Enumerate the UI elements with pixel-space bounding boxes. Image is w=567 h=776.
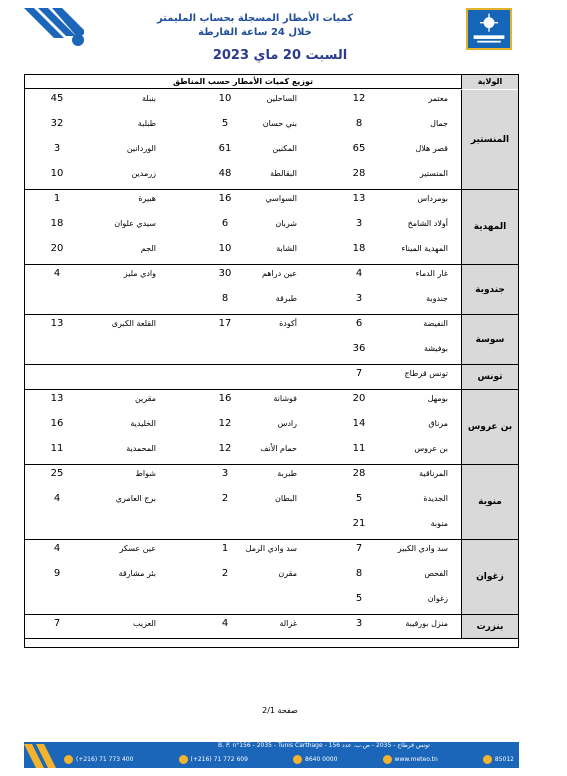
rainfall-value: 18 <box>352 243 366 254</box>
rainfall-value: 16 <box>50 418 64 429</box>
contact-text: (+216) 71 772 609 <box>190 755 248 763</box>
governorate-group <box>25 615 461 639</box>
station-name: وادي مليز <box>123 269 156 278</box>
station-name: المحمدية <box>126 444 156 453</box>
contact-text: 85012 <box>494 755 514 763</box>
station-name: قصر هلال <box>415 144 448 153</box>
rainfall-value: 9 <box>53 568 61 579</box>
station-name: مرناق <box>428 419 448 428</box>
rainfall-value: 14 <box>352 418 366 429</box>
rainfall-value: 20 <box>352 393 366 404</box>
station-name: سد وادي الرمل <box>245 544 297 553</box>
rainfall-value: 48 <box>218 168 232 179</box>
governorate-cell: تونس <box>461 365 518 390</box>
rainfall-value: 4 <box>53 543 61 554</box>
rainfall-value: 16 <box>218 393 232 404</box>
station-name: حمام الأنف <box>260 444 297 453</box>
rainfall-value: 8 <box>221 293 229 304</box>
contact-text: (+216) 71 773 400 <box>76 755 134 763</box>
governorate-group <box>25 315 461 365</box>
governorate-cell: بنزرت <box>461 615 518 639</box>
rainfall-value: 4 <box>53 268 61 279</box>
column-header-distribution: توزيع كميات الأمطار حسب المناطق <box>172 77 314 86</box>
governorate-cell: المنستير <box>461 90 518 190</box>
station-name: رادس <box>277 419 297 428</box>
rainfall-value: 17 <box>218 318 232 329</box>
rainfall-value: 6 <box>355 318 363 329</box>
report-title: كميات الأمطار المسجلة بحساب المليمتر <box>156 13 354 24</box>
footer-stripes-icon <box>24 740 60 768</box>
contact-item <box>64 753 133 765</box>
rainfall-value: 28 <box>352 168 366 179</box>
station-name: زغوان <box>427 594 448 603</box>
rainfall-value: 16 <box>218 193 232 204</box>
station-name: الجم <box>140 244 156 253</box>
station-name: عين دراهم <box>261 269 297 278</box>
rainfall-value: 3 <box>355 218 363 229</box>
governorate-cell: جندوبة <box>461 265 518 315</box>
station-name: تونس قرطاج <box>404 369 448 378</box>
rainfall-value: 21 <box>352 518 366 529</box>
rainfall-value: 12 <box>352 93 366 104</box>
station-name: مقرين <box>134 394 156 403</box>
rainfall-value: 12 <box>218 418 232 429</box>
governorate-group <box>25 540 461 615</box>
rainfall-value: 7 <box>53 618 61 629</box>
rainfall-value: 10 <box>50 168 64 179</box>
station-name: زرمدين <box>131 169 156 178</box>
station-name: مقرن <box>278 569 297 578</box>
contact-text: 8640 0000 <box>305 755 338 763</box>
rainfall-value: 5 <box>355 493 363 504</box>
table-header <box>25 75 518 89</box>
station-name: سد وادي الكبير <box>397 544 448 553</box>
contact-item <box>383 753 438 765</box>
governorate-group <box>25 465 461 540</box>
station-name: المكنين <box>272 144 297 153</box>
station-name: الفحص <box>424 569 448 578</box>
rainfall-value: 36 <box>352 343 366 354</box>
fax-icon <box>483 755 492 764</box>
station-name: البطان <box>275 494 297 503</box>
station-name: الوردانين <box>126 144 156 153</box>
rainfall-value: 32 <box>50 118 64 129</box>
column-header-governorate: الولاية <box>461 75 518 89</box>
station-name: غزالة <box>279 619 297 628</box>
station-name: فوشانة <box>273 394 297 403</box>
governorate-group <box>25 365 461 390</box>
phone-icon <box>293 755 302 764</box>
governorate-cell: منوبة <box>461 465 518 540</box>
rainfall-value: 25 <box>50 468 64 479</box>
rainfall-value: 8 <box>355 568 363 579</box>
station-name: بومرداس <box>417 194 448 203</box>
rainfall-value: 3 <box>221 468 229 479</box>
rainfall-value: 1 <box>53 193 61 204</box>
governorate-group <box>25 390 461 465</box>
rainfall-value: 18 <box>50 218 64 229</box>
rainfall-value: 10 <box>218 93 232 104</box>
station-name: النفيضة <box>423 319 448 328</box>
rainfall-value: 3 <box>355 293 363 304</box>
institute-logo <box>466 8 512 50</box>
station-name: برج العامري <box>115 494 156 503</box>
governorate-cell: سوسة <box>461 315 518 365</box>
station-name: شواط <box>135 469 156 478</box>
station-name: بن عروس <box>414 444 448 453</box>
contact-text: www.meteo.tn <box>394 755 438 763</box>
station-name: السواسي <box>265 194 297 203</box>
rainfall-value: 4 <box>221 618 229 629</box>
rainfall-value: 10 <box>218 243 232 254</box>
report-date: السبت 20 ماي 2023 <box>212 48 348 63</box>
rainfall-table <box>24 74 519 648</box>
rainfall-value: 13 <box>50 393 64 404</box>
station-name: غار الدماء <box>415 269 448 278</box>
rainfall-value: 4 <box>53 493 61 504</box>
contact-item <box>293 753 337 765</box>
station-name: شربان <box>275 219 297 228</box>
station-name: طبربة <box>277 469 297 478</box>
rainfall-value: 7 <box>355 368 363 379</box>
rainfall-value: 45 <box>50 93 64 104</box>
contact-item <box>483 753 514 765</box>
station-name: بني حسان <box>262 119 297 128</box>
rainfall-value: 20 <box>50 243 64 254</box>
footer-contacts <box>64 753 514 765</box>
station-name: المنستير <box>419 169 448 178</box>
rainfall-value: 2 <box>221 568 229 579</box>
station-name: جمال <box>430 119 448 128</box>
rainfall-value: 5 <box>221 118 229 129</box>
station-name: القلعة الكبرى <box>111 319 156 328</box>
station-name: عين عسكر <box>119 544 156 553</box>
station-name: الجديدة <box>423 494 448 503</box>
rainfall-value: 61 <box>218 143 232 154</box>
rainfall-value: 6 <box>221 218 229 229</box>
rainfall-value: 3 <box>355 618 363 629</box>
rainfall-value: 2 <box>221 493 229 504</box>
rainfall-value: 13 <box>352 193 366 204</box>
station-name: جندوبة <box>426 294 448 303</box>
rainfall-value: 11 <box>352 443 366 454</box>
report-subtitle: خلال 24 ساعة الفارطة <box>198 27 312 38</box>
rainfall-value: 12 <box>218 443 232 454</box>
station-name: سيدي علوان <box>114 219 156 228</box>
meteo-stripes-logo <box>24 8 84 48</box>
rainfall-value: 1 <box>221 543 229 554</box>
station-name: الساحلين <box>266 94 297 103</box>
station-name: العزيب <box>132 619 156 628</box>
rainfall-value: 4 <box>355 268 363 279</box>
station-name: المرناقية <box>419 469 448 478</box>
sun-snowflake-icon <box>468 10 510 48</box>
station-name: البقالطة <box>270 169 297 178</box>
phone-icon <box>179 755 188 764</box>
page-number: صفحة 2/1 <box>262 706 298 715</box>
station-name: بنبلة <box>142 94 156 103</box>
station-name: منزل بورقيبة <box>405 619 448 628</box>
rainfall-value: 8 <box>355 118 363 129</box>
governorate-cell: زغوان <box>461 540 518 615</box>
governorate-group <box>25 265 461 315</box>
governorate-group <box>25 190 461 265</box>
governorate-group <box>25 90 461 190</box>
rainfall-value: 11 <box>50 443 64 454</box>
governorate-cell: المهدية <box>461 190 518 265</box>
station-name: الخليدية <box>130 419 156 428</box>
station-name: أولاد الشامخ <box>407 219 448 228</box>
station-name: المهدية الميناء <box>401 244 448 253</box>
footer-address: B. P. n°156 - 2035 - Tunis Carthage - تونس قرطاج - 2035 - ص.ب. عدد 156 <box>218 742 430 749</box>
rainfall-value: 3 <box>53 143 61 154</box>
contact-item <box>179 753 248 765</box>
phone-icon <box>64 755 73 764</box>
station-name: معتمر <box>428 94 448 103</box>
rainfall-value: 30 <box>218 268 232 279</box>
governorate-cell: بن عروس <box>461 390 518 465</box>
station-name: بوفيشة <box>423 344 448 353</box>
station-name: طبلبة <box>137 119 156 128</box>
rainfall-value: 65 <box>352 143 366 154</box>
rainfall-value: 5 <box>355 593 363 604</box>
rainfall-value: 7 <box>355 543 363 554</box>
footer <box>24 732 519 768</box>
rainfall-value: 13 <box>50 318 64 329</box>
rainfall-value: 28 <box>352 468 366 479</box>
station-name: منوبة <box>430 519 448 528</box>
station-name: بئر مشارقة <box>118 569 156 578</box>
station-name: الشابة <box>276 244 297 253</box>
station-name: هبيرة <box>138 194 156 203</box>
station-name: طبرقة <box>275 294 297 303</box>
station-name: أكودة <box>279 319 297 328</box>
web-icon <box>383 755 392 764</box>
station-name: بومهل <box>427 394 448 403</box>
